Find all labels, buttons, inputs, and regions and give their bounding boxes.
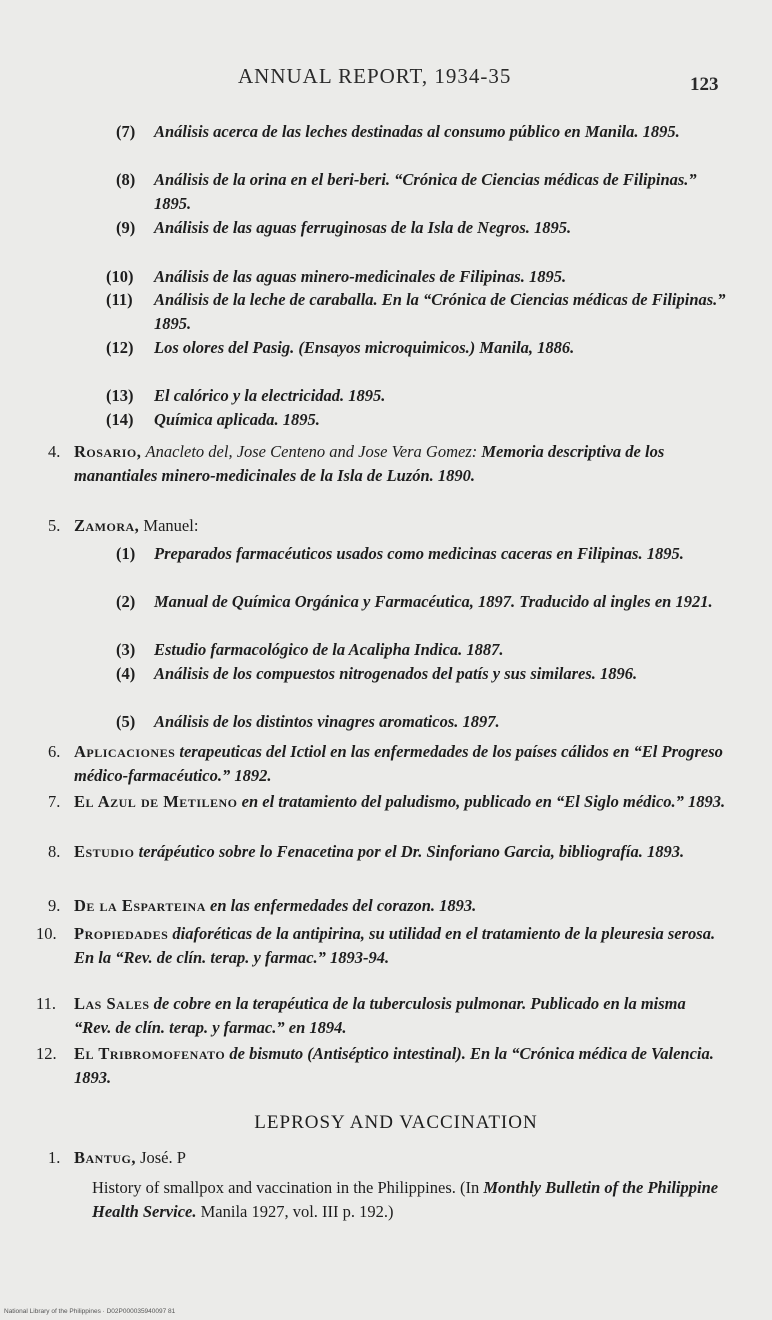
entry-text: Análisis de las aguas minero-medicinales de Filipinas. 1895. [154, 267, 567, 286]
entry-number: 6. [48, 742, 61, 761]
entry-body: diaforéticas de la antipirina, su utilidad en el tratamiento de la pleuresia serosa. En la “Rev. de clín. terap. y farmac.” 1893-94. [74, 924, 716, 967]
entry-text: Análisis de los distintos vinagres aromaticos. 1897. [154, 712, 500, 731]
section-heading: LEPROSY AND VACCINATION [254, 1112, 538, 1133]
scan-credit: National Library of the Philippines · D02P000035940097 81 [4, 1308, 176, 1315]
entry-number: 9. [48, 896, 61, 915]
entry-text [74, 1042, 726, 1090]
publication-details: Manila 1927, vol. III p. 192.) [200, 1202, 394, 1221]
entry-author-line [74, 1146, 726, 1170]
entry-body: de bismuto (Antiséptico intestinal). En la “Crónica médica de Valencia. 1893. [74, 1044, 714, 1087]
entry-text [74, 440, 726, 488]
journal-name: Monthly Bulletin of the Philippine Health Service. [92, 1178, 719, 1221]
author-name: Bantug, [74, 1148, 136, 1167]
entry-number: 7. [48, 792, 61, 811]
entry-body: terápéutico sobre lo Fenacetina por el Dr. Sinforiano Garcia, bibliografía. 1893. [138, 842, 685, 861]
entry-text [74, 740, 726, 788]
entry-number: (9) [116, 218, 136, 237]
entry-lead: Las Sales [74, 994, 150, 1013]
entry-text: Análisis de la orina en el beri-beri. “Crónica de Ciencias médicas de Filipinas.” 1895. [154, 170, 697, 213]
entry-number: (5) [116, 712, 136, 731]
entry-text: Preparados farmacéuticos usados como medicinas caceras en Filipinas. 1895. [154, 544, 684, 563]
entry-number: 8. [48, 842, 61, 861]
entry-text [74, 790, 726, 814]
entry-number: (13) [106, 386, 134, 405]
entry-number: (10) [106, 267, 134, 286]
entry-text [74, 840, 726, 864]
running-header [0, 64, 772, 94]
entry-number: (2) [116, 592, 136, 611]
entry-lead: Propiedades [74, 924, 169, 943]
entry-text: Manual de Química Orgánica y Farmacéutica, 1897. Traducido al ingles en 1921. [154, 592, 713, 611]
entry-lead: El Tribromofenato [74, 1044, 226, 1063]
entry-number: (12) [106, 338, 134, 357]
author-name: Rosario, [74, 442, 142, 461]
entry-lead: Aplicaciones [74, 742, 176, 761]
entry-lead: De la Esparteina [74, 896, 206, 915]
entry-number: 5. [48, 516, 61, 535]
entry-body: en las enfermedades del corazon. 1893. [210, 896, 477, 915]
work-title: History of smallpox and vaccination in the Philippines. (In [92, 1178, 480, 1197]
entry-text: Química aplicada. 1895. [154, 410, 320, 429]
entry-text: Análisis de los compuestos nitrogenados del patís y sus similares. 1896. [154, 664, 638, 683]
entry-number: 4. [48, 442, 61, 461]
entry-number: (14) [106, 410, 134, 429]
entry-text: Análisis de la leche de caraballa. En la “Crónica de Ciencias médicas de Filipinas.” 1895. [154, 290, 726, 333]
entry-text: Análisis de las aguas ferruginosas de la Isla de Negros. 1895. [154, 218, 572, 237]
entry-number: 12. [36, 1044, 57, 1063]
entry-lead: Estudio [74, 842, 135, 861]
entry-text [92, 1176, 726, 1224]
entry-number: (1) [116, 544, 136, 563]
entry-text: Análisis acerca de las leches destinadas al consumo público en Manila. 1895. [154, 122, 680, 141]
entry-number: 1. [48, 1148, 61, 1167]
author-given-name: José. P [140, 1148, 186, 1167]
header-title: ANNUAL REPORT, 1934-35 [238, 64, 512, 88]
entry-text [74, 992, 726, 1040]
author-names: Anacleto del, Jose Centeno and Jose Vera Gomez: [145, 442, 478, 461]
page-number: 123 [690, 74, 719, 95]
entry-text: Estudio farmacológico de la Acalipha Indica. 1887. [154, 640, 504, 659]
entry-text: Los olores del Pasig. (Ensayos microquimicos.) Manila, 1886. [154, 338, 575, 357]
author-given-name: Manuel: [143, 516, 199, 535]
entry-number: (11) [106, 290, 133, 309]
entry-number: (8) [116, 170, 136, 189]
entry-number: 10. [36, 924, 57, 943]
entry-number: (7) [116, 122, 136, 141]
entry-number: 11. [36, 994, 57, 1013]
entry-number: (4) [116, 664, 136, 683]
entry-text [74, 514, 726, 538]
entry-number: (3) [116, 640, 136, 659]
entry-text [74, 922, 726, 970]
work-title: Memoria descriptiva de los manantiales minero-medicinales de la Isla de Luzón. 1890. [74, 442, 665, 485]
entry-text [74, 894, 726, 918]
entry-body: de cobre en la terapéutica de la tuberculosis pulmonar. Publicado en la misma “Rev. de clín. terap. y farmac.” en 1894. [74, 994, 686, 1037]
entry-body: en el tratamiento del paludismo, publicado en “El Siglo médico.” 1893. [241, 792, 726, 811]
entry-body: terapeuticas del Ictiol en las enfermedades de los países cálidos en “El Progreso médico-farmacéutico.” 1892. [74, 742, 723, 785]
entry-text: El calórico y la electricidad. 1895. [154, 386, 386, 405]
entry-lead: El Azul de Metileno [74, 792, 238, 811]
author-name: Zamora, [74, 516, 140, 535]
